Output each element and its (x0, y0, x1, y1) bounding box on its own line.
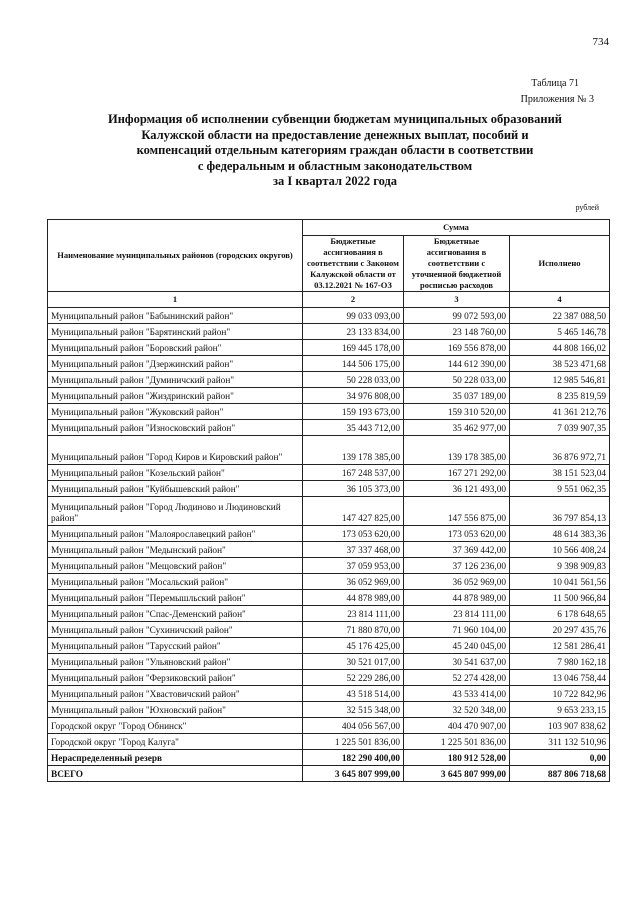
municipality-name: ВСЕГО (48, 766, 303, 782)
revised-allocation-value: 45 240 045,00 (404, 638, 510, 654)
municipality-name: Муниципальный район "Бабынинский район" (48, 308, 303, 324)
column-number: 1 (48, 292, 303, 308)
title-line: Калужской области на предоставление денежных выплат, пособий и (141, 127, 529, 142)
revised-allocation-value: 180 912 528,00 (404, 750, 510, 766)
law-allocation-value: 1 225 501 836,00 (303, 734, 404, 750)
table-row (48, 606, 610, 622)
table-row (48, 558, 610, 574)
municipality-name: Муниципальный район "Перемышльский район" (48, 590, 303, 606)
executed-value: 10 566 408,24 (510, 542, 610, 558)
table-row (48, 388, 610, 404)
law-allocation-value: 23 814 111,00 (303, 606, 404, 622)
revised-allocation-value: 37 126 236,00 (404, 558, 510, 574)
table-row (48, 324, 610, 340)
revised-allocation-value: 71 960 104,00 (404, 622, 510, 638)
table-row (48, 590, 610, 606)
header-executed: Исполнено (510, 236, 610, 292)
revised-allocation-value: 99 072 593,00 (404, 308, 510, 324)
law-allocation-value: 173 053 620,00 (303, 526, 404, 542)
law-allocation-value: 23 133 834,00 (303, 324, 404, 340)
law-allocation-value: 71 880 870,00 (303, 622, 404, 638)
municipality-name: Муниципальный район "Боровский район" (48, 340, 303, 356)
table-row (48, 420, 610, 436)
municipality-name: Муниципальный район "Мещовский район" (48, 558, 303, 574)
executed-value: 9 551 062,35 (510, 481, 610, 497)
title-line: компенсаций отдельным категориям граждан области в соответствии (136, 143, 534, 157)
subvention-table (47, 219, 610, 782)
table-row (48, 404, 610, 420)
table-row (48, 436, 610, 465)
table-row (48, 308, 610, 324)
revised-allocation-value: 3 645 807 999,00 (404, 766, 510, 782)
law-allocation-value: 43 518 514,00 (303, 686, 404, 702)
executed-value: 0,00 (510, 750, 610, 766)
revised-allocation-value: 30 541 637,00 (404, 654, 510, 670)
executed-value: 7 980 162,18 (510, 654, 610, 670)
revised-allocation-value: 1 225 501 836,00 (404, 734, 510, 750)
law-allocation-value: 167 248 537,00 (303, 465, 404, 481)
law-allocation-value: 34 976 808,00 (303, 388, 404, 404)
municipality-name: Муниципальный район "Ферзиковский район" (48, 670, 303, 686)
municipality-name: Муниципальный район "Юхновский район" (48, 702, 303, 718)
law-allocation-value: 50 228 033,00 (303, 372, 404, 388)
document-title (60, 112, 610, 190)
law-allocation-value: 404 056 567,00 (303, 718, 404, 734)
revised-allocation-value: 52 274 428,00 (404, 670, 510, 686)
law-allocation-value: 182 290 400,00 (303, 750, 404, 766)
executed-value: 48 614 383,36 (510, 526, 610, 542)
law-allocation-value: 37 059 953,00 (303, 558, 404, 574)
title-line: с федеральным и областным законодательством (197, 158, 473, 173)
appendix-label: Приложения № 3 (520, 94, 594, 105)
header-name: Наименование муниципальных районов (городских округов) (48, 220, 303, 292)
executed-value: 36 797 854,13 (510, 497, 610, 526)
executed-value: 103 907 838,62 (510, 718, 610, 734)
revised-allocation-value: 139 178 385,00 (404, 436, 510, 465)
municipality-name: Муниципальный район "Дзержинский район" (48, 356, 303, 372)
revised-allocation-value: 23 814 111,00 (404, 606, 510, 622)
executed-value: 9 653 233,15 (510, 702, 610, 718)
revised-allocation-value: 36 052 969,00 (404, 574, 510, 590)
table-row (48, 734, 610, 750)
revised-allocation-value: 44 878 989,00 (404, 590, 510, 606)
table-row (48, 750, 610, 766)
table-row (48, 686, 610, 702)
law-allocation-value: 37 337 468,00 (303, 542, 404, 558)
column-number: 4 (510, 292, 610, 308)
table-row (48, 526, 610, 542)
law-allocation-value: 45 176 425,00 (303, 638, 404, 654)
law-allocation-value: 30 521 017,00 (303, 654, 404, 670)
units-label: рублей (575, 203, 599, 212)
revised-allocation-value: 36 121 493,00 (404, 481, 510, 497)
table-row (48, 465, 610, 481)
municipality-name: Муниципальный район "Тарусский район" (48, 638, 303, 654)
law-allocation-value: 36 052 969,00 (303, 574, 404, 590)
executed-value: 5 465 146,78 (510, 324, 610, 340)
municipality-name: Городской округ "Город Обнинск" (48, 718, 303, 734)
executed-value: 10 722 842,96 (510, 686, 610, 702)
law-allocation-value: 35 443 712,00 (303, 420, 404, 436)
revised-allocation-value: 167 271 292,00 (404, 465, 510, 481)
table-row (48, 372, 610, 388)
revised-allocation-value: 23 148 760,00 (404, 324, 510, 340)
law-allocation-value: 147 427 825,00 (303, 497, 404, 526)
municipality-name: Муниципальный район "Козельский район" (48, 465, 303, 481)
law-allocation-value: 144 506 175,00 (303, 356, 404, 372)
law-allocation-value: 3 645 807 999,00 (303, 766, 404, 782)
page-number: 734 (592, 36, 609, 48)
executed-value: 12 581 286,41 (510, 638, 610, 654)
revised-allocation-value: 159 310 520,00 (404, 404, 510, 420)
municipality-name: Муниципальный район "Жиздринский район" (48, 388, 303, 404)
municipality-name: Городской округ "Город Калуга" (48, 734, 303, 750)
column-number: 3 (404, 292, 510, 308)
municipality-name: Муниципальный район "Город Киров и Кировский район" (48, 436, 303, 465)
table-row (48, 542, 610, 558)
executed-value: 44 808 166,02 (510, 340, 610, 356)
table-label: Таблица 71 (531, 78, 579, 89)
municipality-name: Муниципальный район "Малоярославецкий район" (48, 526, 303, 542)
municipality-name: Муниципальный район "Медынский район" (48, 542, 303, 558)
executed-value: 36 876 972,71 (510, 436, 610, 465)
law-allocation-value: 169 445 178,00 (303, 340, 404, 356)
municipality-name: Муниципальный район "Жуковский район" (48, 404, 303, 420)
executed-value: 22 387 088,50 (510, 308, 610, 324)
law-allocation-value: 139 178 385,00 (303, 436, 404, 465)
executed-value: 9 398 909,83 (510, 558, 610, 574)
table-row (48, 622, 610, 638)
table-row (48, 481, 610, 497)
law-allocation-value: 32 515 348,00 (303, 702, 404, 718)
revised-allocation-value: 173 053 620,00 (404, 526, 510, 542)
executed-value: 10 041 561,56 (510, 574, 610, 590)
executed-value: 887 806 718,68 (510, 766, 610, 782)
executed-value: 11 500 966,84 (510, 590, 610, 606)
municipality-name: Муниципальный район "Барятинский район" (48, 324, 303, 340)
title-line: Информация об исполнении субвенции бюджетам муниципальных образований (108, 112, 562, 126)
table-row (48, 718, 610, 734)
law-allocation-value: 36 105 373,00 (303, 481, 404, 497)
revised-allocation-value: 144 612 390,00 (404, 356, 510, 372)
executed-value: 41 361 212,76 (510, 404, 610, 420)
revised-allocation-value: 169 556 878,00 (404, 340, 510, 356)
executed-value: 20 297 435,76 (510, 622, 610, 638)
executed-value: 38 151 523,04 (510, 465, 610, 481)
law-allocation-value: 52 229 286,00 (303, 670, 404, 686)
executed-value: 12 985 546,81 (510, 372, 610, 388)
table-row (48, 574, 610, 590)
municipality-name: Нераспределенный резерв (48, 750, 303, 766)
revised-allocation-value: 404 470 907,00 (404, 718, 510, 734)
law-allocation-value: 99 033 093,00 (303, 308, 404, 324)
executed-value: 6 178 648,65 (510, 606, 610, 622)
revised-allocation-value: 35 462 977,00 (404, 420, 510, 436)
municipality-name: Муниципальный район "Спас-Деменский район" (48, 606, 303, 622)
header-revised-allocations: Бюджетные ассигнования в соответствии с уточненной бюджетной росписью расходов (404, 236, 510, 292)
table-row (48, 702, 610, 718)
header-law-allocations: Бюджетные ассигнования в соответствии с Законом Калужской области от 03.12.2021 № 167-ОЗ (303, 236, 404, 292)
title-line: за I квартал 2022 года (272, 174, 398, 188)
municipality-name: Муниципальный район "Город Людиново и Людиновский район" (48, 497, 303, 526)
executed-value: 8 235 819,59 (510, 388, 610, 404)
executed-value: 38 523 471,68 (510, 356, 610, 372)
revised-allocation-value: 147 556 875,00 (404, 497, 510, 526)
table-body (48, 308, 610, 782)
municipality-name: Муниципальный район "Сухиничский район" (48, 622, 303, 638)
executed-value: 311 132 510,96 (510, 734, 610, 750)
table-row (48, 766, 610, 782)
table-row (48, 340, 610, 356)
revised-allocation-value: 37 369 442,00 (404, 542, 510, 558)
table-row (48, 638, 610, 654)
header-sum: Сумма (303, 220, 610, 236)
municipality-name: Муниципальный район "Хвастовичский район" (48, 686, 303, 702)
law-allocation-value: 159 193 673,00 (303, 404, 404, 420)
municipality-name: Муниципальный район "Куйбышевский район" (48, 481, 303, 497)
revised-allocation-value: 50 228 033,00 (404, 372, 510, 388)
table-row (48, 654, 610, 670)
column-number: 2 (303, 292, 404, 308)
revised-allocation-value: 43 533 414,00 (404, 686, 510, 702)
table-row (48, 497, 610, 526)
executed-value: 7 039 907,35 (510, 420, 610, 436)
revised-allocation-value: 35 037 189,00 (404, 388, 510, 404)
municipality-name: Муниципальный район "Ульяновский район" (48, 654, 303, 670)
table-row (48, 356, 610, 372)
municipality-name: Муниципальный район "Износковский район" (48, 420, 303, 436)
table-row (48, 670, 610, 686)
law-allocation-value: 44 878 989,00 (303, 590, 404, 606)
executed-value: 13 046 758,44 (510, 670, 610, 686)
municipality-name: Муниципальный район "Мосальский район" (48, 574, 303, 590)
revised-allocation-value: 32 520 348,00 (404, 702, 510, 718)
municipality-name: Муниципальный район "Думиничский район" (48, 372, 303, 388)
